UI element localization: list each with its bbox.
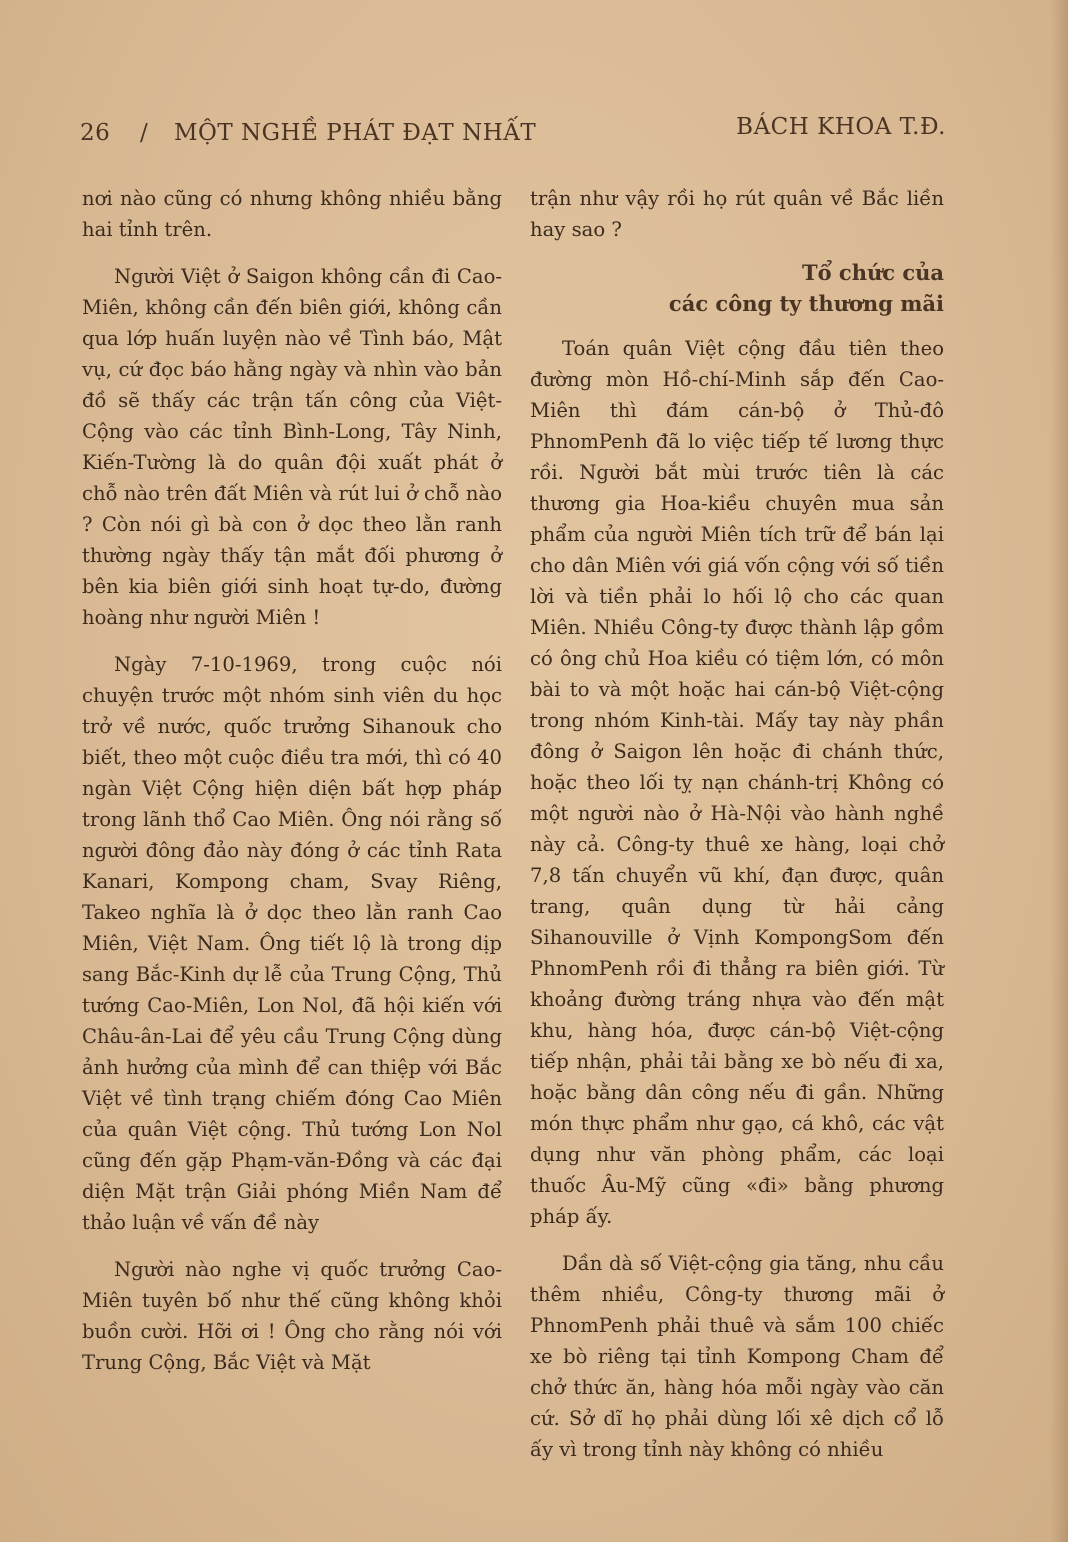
section-heading-line: Tổ chức của — [801, 260, 944, 285]
paragraph: Ngày 7-10-1969, trong cuộc nói chuyện trước một nhóm sinh viên du học trở về nước, quốc trưởng Sihanouk cho biết, theo một cuộc điều tra mới, thì có 40 ngàn Việt Cộng hiện diện bất hợp pháp trong lãnh thổ Cao Miên. Ông nói rằng số người đông đảo này đóng ở các tỉnh Rata Kanari, Kompong cham, Svay Riêng, Takeo nghĩa là ở dọc theo lằn ranh Cao Miên, Việt Nam. Ông tiết lộ là trong dịp sang Bắc-Kinh dự lễ của Trung Cộng, Thủ tướng Cao-Miên, Lon Nol, đã hội kiến với Châu-ân-Lai để yêu cầu Trung Cộng dùng ảnh hưởng của mình để can thiệp với Bắc Việt về tình trạng chiếm đóng Cao Miên của quân Việt cộng. Thủ tướng Lon Nol cũng đến gặp Phạm-văn-Đồng và các đại diện Mặt trận Giải phóng Miền Nam để thảo luận về vấn đề này — [82, 653, 502, 1234]
article-title: MỘT NGHỀ PHÁT ĐẠT NHẤT — [174, 120, 537, 146]
section-heading-line: các công ty thương mãi — [668, 291, 944, 316]
header-separator: / — [140, 120, 149, 146]
magazine-name: BÁCH KHOA T.Đ. — [736, 114, 946, 140]
paragraph: nơi nào cũng có nhưng không nhiều bằng hai tỉnh trên. — [82, 187, 502, 241]
paragraph: Toán quân Việt cộng đầu tiên theo đường mòn Hồ-chí-Minh sắp đến Cao-Miên thì đám cán-bộ ở Thủ-đô PhnomPenh đã lo việc tiếp tế lương thực rồi. Người bắt mùi trước tiên là các thương gia Hoa-kiều chuyên mua sản phẩm của người Miên tích trữ để bán lại cho dân Miên với giá vốn cộng với số tiền lời và tiền phải lo hối lộ cho các quan Miên. Nhiều Công-ty được thành lập gồm có ông chủ Hoa kiều có tiệm lớn, có môn bài to và một hoặc hai cán-bộ Việt-cộng trong nhóm Kinh-tài. Mấy tay này phần đông ở Saigon lên hoặc đi chánh thức, hoặc theo lối tỵ nạn chánh-trị Không có một người nào ở Hà-Nội vào hành nghề này cả. Công-ty thuê xe hàng, loại chở 7,8 tấn chuyển vũ khí, đạn được, quân trang, quân dụng từ hải cảng Sihanouville ở Vịnh KompongSom đến PhnomPenh rồi đi thẳng ra biên giới. Từ khoảng đường tráng nhựa vào đến mật khu, hàng hóa, được cán-bộ Việt-cộng tiếp nhận, phải tải bằng xe bò nếu đi xa, hoặc bằng dân công nếu đi gần. Những món thực phẩm như gạo, cá khô, các vật dụng như văn phòng phẩm, các loại thuốc Âu-Mỹ cũng «đi» bằng phương pháp ấy. — [530, 337, 944, 1228]
left-column — [82, 183, 502, 1378]
paragraph: Người Việt ở Saigon không cần đi Cao-Miên, không cần đến biên giới, không cần qua lớp huấn luyện nào về Tình báo, Mật vụ, cứ đọc báo hằng ngày và nhìn vào bản đồ sẽ thấy các trận tấn công của Việt-Cộng vào các tỉnh Bình-Long, Tây Ninh, Kiến-Tường là do quân đội xuất phát ở chỗ nào trên đất Miên và rút lui ở chỗ nào ? Còn nói gì bà con ở dọc theo lằn ranh thường ngày thấy tận mắt đối phương ở bên kia biên giới sinh hoạt tự-do, đường hoàng như người Miên ! — [82, 265, 502, 629]
paragraph-continued: trận như vậy rồi họ rút quân về Bắc liền hay sao ? — [530, 187, 944, 241]
section-heading — [530, 257, 944, 319]
paragraph: Người nào nghe vị quốc trưởng Cao-Miên tuyên bố như thế cũng không khỏi buồn cười. Hỡi ơi ! Ông cho rằng nói với Trung Cộng, Bắc Việt và Mặt — [82, 1258, 502, 1374]
right-column — [530, 183, 944, 1465]
paragraph: Dần dà số Việt-cộng gia tăng, nhu cầu thêm nhiều, Công-ty thương mãi ở PhnomPenh phải thuê và sắm 100 chiếc xe bò riêng tại tỉnh Kompong Cham để chở thức ăn, hàng hóa mỗi ngày vào căn cứ. Sở dĩ họ phải dùng lối xê dịch cổ lỗ ấy vì trong tỉnh này không có nhiều — [530, 1252, 944, 1461]
page-edge-shadow — [1050, 0, 1068, 1542]
page-number: 26 — [80, 120, 111, 146]
page-header — [80, 114, 946, 154]
